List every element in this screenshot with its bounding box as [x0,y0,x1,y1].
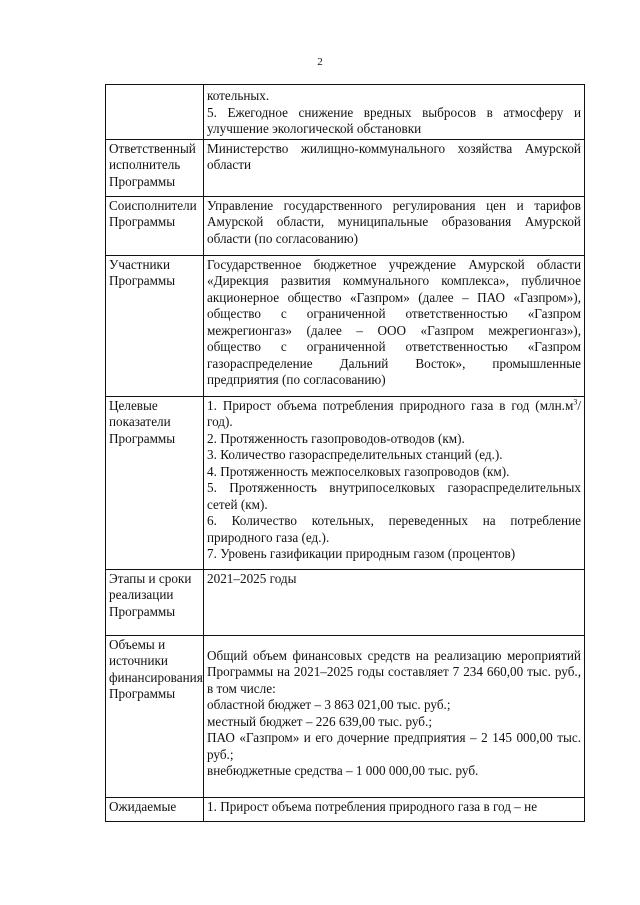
financing-gazprom: ПАО «Газпром» и его дочерние предприятия – 2 145 000,00 тыс. руб.; [207,730,581,762]
page-number: 2 [317,56,323,68]
financing-local: местный бюджет – 226 639,00 тыс. руб.; [207,713,432,729]
program-passport-table [105,84,585,822]
financing-regional: областной бюджет – 3 863 021,00 тыс. руб.; [207,697,451,712]
row-content-financing [204,635,585,797]
row-label-financing: Объемы и источники финансирования Программы [106,635,204,797]
table-row [106,569,585,635]
row-content-stages: 2021–2025 годы [204,569,585,635]
row-label-stages: Этапы и сроки реализации Программы [106,569,204,635]
row-content-expected: 1. Прирост объема потребления природного газа в год – не [204,797,585,821]
item-line: 5. Ежегодное снижение вредных выбросов в атмосферу и улучшение экологической обстановки [207,104,581,136]
row-label-participants: Участники Программы [106,255,204,396]
row-content-co-executors: Управление государственного регулирования цен и тарифов Амурской области, муниципальные образования Амурской области (по согласованию) [204,196,585,255]
row-label-target-indicators: Целевые показатели Программы [106,396,204,569]
table-row [106,797,585,821]
table-row [106,196,585,255]
table-row [106,396,585,569]
financing-total: Общий объем финансовых средств на реализацию мероприятий Программы на 2021–2025 годы составляет 7 234 660,00 тыс. руб., в том числе: [207,647,581,696]
table-row [106,85,585,140]
row-content-participants: Государственное бюджетное учреждение Амурской области «Дирекция развития коммунального комплекса», публичное акционерное общество «Газпром» (далее – ПАО «Газпром»), общество с ограниченной ответственностью «Газпром межрегионгаз» (далее – ООО «Газпром межрегионгаз»), общество с ограниченной ответственностью «Газпром газораспределение Дальний Восток», промышленные предприятия (по согласованию) [204,255,585,396]
superscript: 3 [573,397,578,407]
indicator-item: 7. Уровень газификации природным газом (процентов) [207,546,516,561]
row-label-co-executors: Соисполнители Программы [106,196,204,255]
row-content-target-indicators [204,396,585,569]
indicator-item [207,398,581,431]
table-row [106,139,585,196]
row-label-responsible-executor: Ответственный исполнитель Программы [106,139,204,196]
indicator-text: 1. Прирост объема потребления природного газа в год (млн.м [207,397,574,413]
indicator-item: 5. Протяженность внутрипоселковых газораспределительных сетей (км). [207,480,581,512]
table-row [106,635,585,797]
row-label [106,85,204,140]
indicator-item: 6. Количество котельных, переведенных на потребление природного газа (ед.). [207,513,581,545]
continuation-line: котельных. [207,88,270,103]
financing-extrabudgetary: внебюджетные средства – 1 000 000,00 тыс. руб. [207,763,479,778]
row-label-expected: Ожидаемые [106,797,204,821]
table-row [106,255,585,396]
indicator-item: 2. Протяженность газопроводов-отводов (км). [207,430,465,446]
indicator-item: 3. Количество газораспределительных станций (ед.). [207,447,503,462]
row-content-responsible-executor: Министерство жилищно-коммунального хозяйства Амурской области [204,139,585,196]
indicator-text: /год). [207,397,581,429]
indicator-item: 4. Протяженность межпоселковых газопроводов (км). [207,463,510,479]
row-content [204,85,585,140]
